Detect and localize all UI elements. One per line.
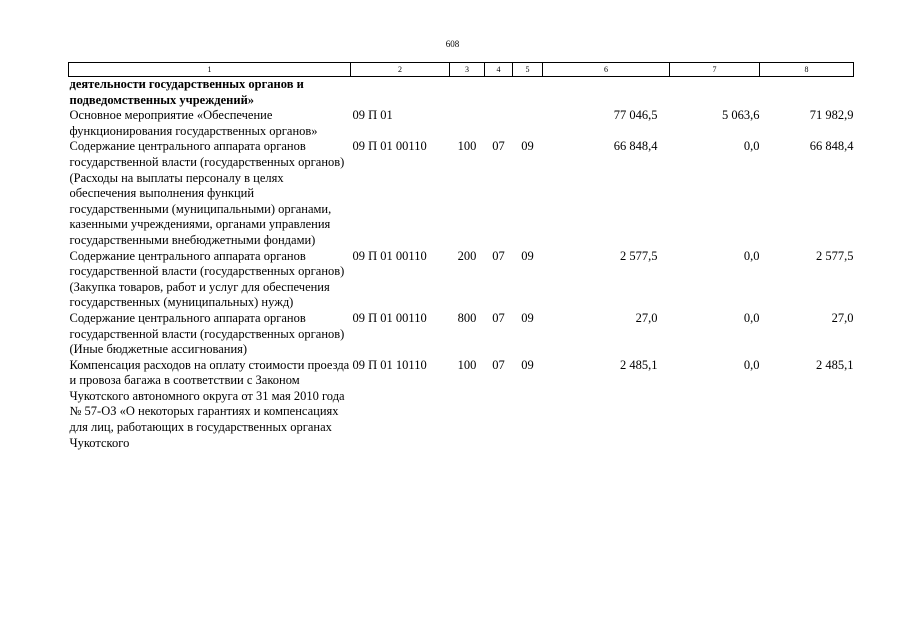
column-header: 6 — [543, 63, 670, 77]
row-value-8: 66 848,4 — [809, 139, 854, 154]
row-name: Компенсация расходов на оплату стоимости проезда и провоза багажа в соответствии с Законом Чукотского автономного округа от 31 мая 2010 года № 57-ОЗ «О некоторых гарантиях и компенсациях для лиц, работающих в государственных органах Чукотского — [69, 357, 350, 450]
row-value-8: 2 577,5 — [816, 248, 854, 263]
row-total: 77 046,5 — [613, 108, 658, 123]
row-total: 2 485,1 — [620, 357, 658, 372]
row-subsection: 09 — [521, 357, 534, 372]
row-subsection: 09 — [521, 139, 534, 154]
row-expense-type: 200 — [457, 248, 477, 263]
row-expense-type — [450, 77, 485, 109]
row-section — [485, 108, 513, 139]
column-header: 2 — [351, 63, 450, 77]
table-row — [69, 139, 854, 248]
table-row — [69, 77, 854, 109]
row-value-7: 0,0 — [743, 357, 760, 372]
row-value-7: 0,0 — [743, 248, 760, 263]
row-section: 07 — [492, 139, 505, 154]
row-value-8 — [760, 77, 854, 109]
row-subsection: 09 — [521, 310, 534, 325]
column-header: 1 — [69, 63, 351, 77]
row-name: Содержание центрального аппарата органов государственной власти (государственных органов) (Закупка товаров, работ и услуг для обеспечения государственных (муниципальных) нужд) — [69, 248, 345, 310]
column-number-header — [69, 63, 854, 77]
row-code: 09 П 01 00110 — [352, 248, 427, 263]
row-code: 09 П 01 00110 — [352, 310, 427, 325]
row-expense-type — [450, 108, 485, 139]
column-header: 7 — [670, 63, 760, 77]
row-value-8: 27,0 — [831, 310, 854, 325]
table-row — [69, 249, 854, 311]
table-row — [69, 358, 854, 452]
column-header: 4 — [485, 63, 513, 77]
row-name: Содержание центрального аппарата органов государственной власти (государственных органов) (Иные бюджетные ассигнования) — [69, 310, 345, 357]
row-total: 2 577,5 — [620, 248, 658, 263]
row-code — [351, 77, 450, 109]
table-row — [69, 108, 854, 139]
row-name: деятельности государственных органов и подведомственных учреждений» — [69, 77, 304, 107]
table-row — [69, 311, 854, 358]
page-number: 608 — [445, 39, 460, 49]
row-section: 07 — [492, 357, 505, 372]
row-value-8: 71 982,9 — [809, 108, 854, 123]
row-value-8: 2 485,1 — [816, 357, 854, 372]
row-name: Содержание центрального аппарата органов государственной власти (государственных органов) (Расходы на выплаты персоналу в целях обеспечения выполнения функций государственными (муниципальными) органами, казенными учреждениями, органами управления государственными внебюджетными фондами) — [69, 139, 345, 247]
row-subsection — [513, 108, 543, 139]
column-header: 5 — [513, 63, 543, 77]
row-value-7: 0,0 — [743, 139, 760, 154]
row-subsection — [513, 77, 543, 109]
row-name: Основное мероприятие «Обеспечение функционирования государственных органов» — [69, 108, 318, 138]
row-expense-type: 100 — [457, 139, 477, 154]
row-expense-type: 100 — [457, 357, 477, 372]
row-subsection: 09 — [521, 248, 534, 263]
column-header: 8 — [760, 63, 854, 77]
row-total: 27,0 — [635, 310, 658, 325]
row-code: 09 П 01 — [352, 108, 393, 123]
row-code: 09 П 01 00110 — [352, 139, 427, 154]
row-total — [543, 77, 670, 109]
column-header: 3 — [450, 63, 485, 77]
row-value-7 — [670, 77, 760, 109]
row-section — [485, 77, 513, 109]
row-section: 07 — [492, 310, 505, 325]
row-value-7: 5 063,6 — [722, 108, 760, 123]
row-value-7: 0,0 — [743, 310, 760, 325]
row-expense-type: 800 — [457, 310, 477, 325]
row-section: 07 — [492, 248, 505, 263]
row-code: 09 П 01 10110 — [352, 357, 427, 372]
budget-table — [68, 62, 854, 451]
row-total: 66 848,4 — [613, 139, 658, 154]
